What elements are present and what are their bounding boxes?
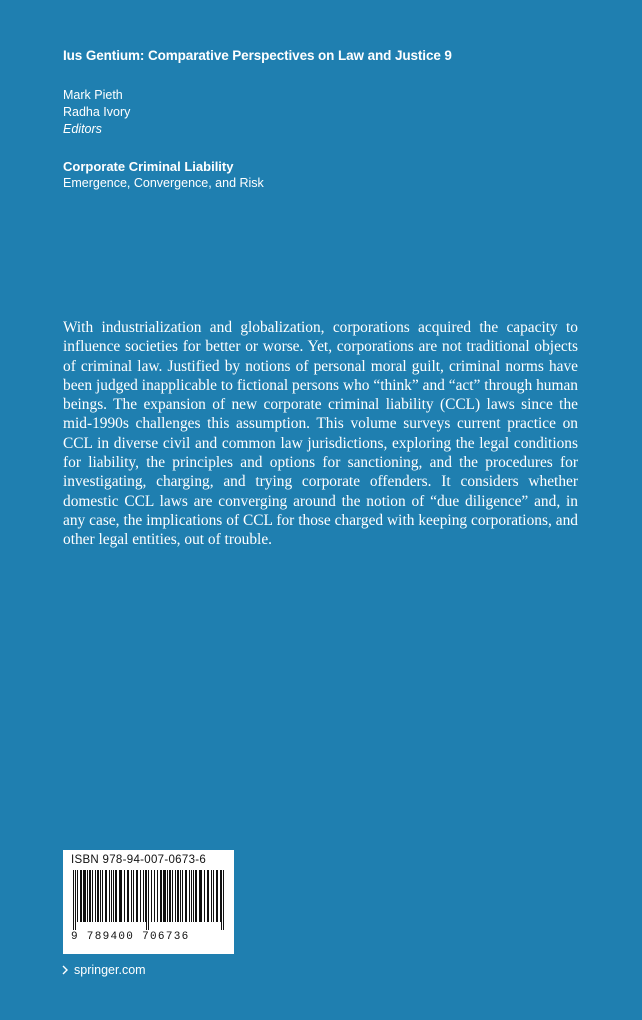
- isbn-label: ISBN 978-94-007-0673-6: [71, 854, 207, 866]
- barcode-bar: [89, 870, 91, 922]
- barcode-bar: [216, 870, 218, 922]
- barcode-bar: [177, 870, 179, 922]
- barcode-bar: [133, 870, 134, 922]
- barcode-bar: [211, 870, 212, 922]
- barcode-bar: [199, 870, 202, 922]
- barcode-bar: [73, 870, 74, 930]
- barcode-digits: 9 789400 706736: [71, 931, 190, 943]
- series-title: Ius Gentium: Comparative Perspectives on Law and Justice 9: [63, 48, 452, 63]
- barcode-bar: [131, 870, 132, 922]
- barcode-bar: [180, 870, 181, 922]
- barcode-bar: [193, 870, 194, 922]
- editor-name: Radha Ivory: [63, 105, 131, 119]
- barcode-bar: [213, 870, 214, 922]
- barcode-bar: [146, 870, 147, 930]
- editors-block: [63, 87, 130, 138]
- barcode-bars: [71, 870, 226, 930]
- chevron-right-icon: [62, 965, 68, 975]
- barcode-bar: [136, 870, 138, 922]
- book-title-block: [63, 158, 264, 192]
- barcode-bar: [127, 870, 129, 922]
- editor-name: Mark Pieth: [63, 88, 123, 102]
- barcode-bar: [124, 870, 125, 922]
- barcode-bar: [75, 870, 76, 930]
- barcode-bar: [80, 870, 82, 922]
- barcode-bar: [148, 870, 149, 930]
- barcode-bar: [100, 870, 101, 922]
- barcode-bar: [77, 870, 78, 922]
- book-description: With industrialization and globalization, corporations acquired the capacity to influence societies for better or worse. Yet, corporations are not traditional objects of criminal law. Justified by notions of personal moral guilt, criminal norms have been judged inapplicable to fictional persons who “think” and “act” through human beings. The expansion of new corporate criminal liability (CCL) laws since the mid-1990s challenges this assumption. This volume surveys current practice on CCL in diverse civil and common law jurisdictions, exploring the legal conditions for liability, the principles and options for sanctioning, and the procedures for investigating, charging, and trying corporate offenders. It considers whether domestic CCL laws are converging around the notion of “due diligence” and, in any case, the implications of CCL for those charged with keeping corporations, and other legal entities, out of trouble.: [63, 319, 578, 549]
- barcode-bar: [160, 870, 162, 922]
- barcode-bar: [113, 870, 114, 922]
- barcode-bar: [87, 870, 88, 922]
- website-label: springer.com: [74, 963, 146, 977]
- barcode-bar: [92, 870, 93, 922]
- barcode-bar: [223, 870, 224, 930]
- barcode-bar: [102, 870, 103, 922]
- barcode-bar: [154, 870, 155, 922]
- barcode-bar: [207, 870, 209, 922]
- barcode-bar: [151, 870, 152, 922]
- barcode-bar: [111, 870, 112, 922]
- barcode-bar: [169, 870, 171, 922]
- barcode-bar: [172, 870, 173, 922]
- barcode-bar: [175, 870, 176, 922]
- barcode-bar: [115, 870, 117, 922]
- barcode-bar: [204, 870, 205, 922]
- barcode-panel: [63, 850, 234, 954]
- book-title: Corporate Criminal Liability: [63, 159, 234, 174]
- barcode-bar: [195, 870, 197, 922]
- barcode-bar: [97, 870, 99, 922]
- barcode-bar: [109, 870, 110, 922]
- barcode-bar: [140, 870, 141, 922]
- barcode-bar: [143, 870, 144, 922]
- barcode-bar: [221, 870, 222, 930]
- barcode-bar: [157, 870, 158, 922]
- barcode-bar: [182, 870, 183, 922]
- barcode-bar: [189, 870, 190, 922]
- barcode-bar: [220, 870, 221, 922]
- book-subtitle: Emergence, Convergence, and Risk: [63, 176, 264, 190]
- barcode-bar: [83, 870, 86, 922]
- barcode-bar: [119, 870, 122, 922]
- barcode-bar: [163, 870, 166, 922]
- publisher-website[interactable]: [62, 963, 146, 977]
- barcode-bar: [95, 870, 96, 922]
- barcode-bar: [167, 870, 168, 922]
- editors-role-label: Editors: [63, 122, 102, 136]
- barcode-bar: [185, 870, 187, 922]
- barcode-bar: [191, 870, 192, 922]
- barcode-bar: [105, 870, 107, 922]
